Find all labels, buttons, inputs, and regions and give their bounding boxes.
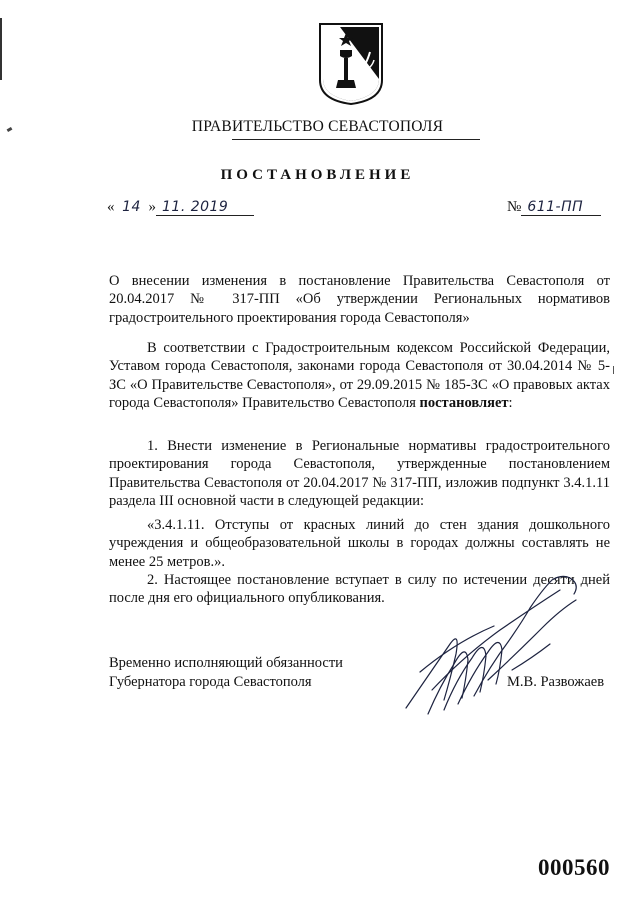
number-prefix: № — [507, 199, 522, 215]
number-value: 611-ПП — [521, 199, 601, 216]
registration-number: 000560 — [538, 855, 610, 880]
signatory-position — [109, 654, 343, 692]
item-1-quote: «3.4.1.11. Отступы от красных линий до стен здания дошкольного учреждения и общеобразовательной школы в городах должны составлять не менее 25 метров.». — [109, 517, 610, 570]
document-type: ПОСТАНОВЛЕНИЕ — [220, 167, 415, 183]
position-line-1: Временно исполняющий обязанности — [109, 655, 343, 671]
position-line-2: Губернатора города Севастополя — [109, 674, 312, 690]
scan-edge-mark — [613, 366, 614, 374]
date-day: 14 — [122, 199, 141, 215]
subject-paragraph: О внесении изменения в постановление Правительства Севастополя от 20.04.2017 № 317-ПП «Об утверждении Региональных нормативов градостроительного проектирования города Севастополя» — [109, 273, 610, 326]
item-2-paragraph: 2. Настоящее постановление вступает в силу по истечении десяти дней после дня его официального опубликования. — [109, 572, 610, 607]
resolves-word: постановляет — [419, 394, 509, 411]
basis-text: В соответствии с Градостроительным кодексом Российской Федерации, Уставом города Севастополя, законами города Севастополя от 30.04.2014 № 5-ЗС «О Правительстве Севастополя», от 29.09.2015 № 185-ЗС «О правовых актах города Севастополя» Правительство Севастополя — [109, 340, 610, 411]
scan-edge-mark — [0, 18, 2, 80]
document-date — [107, 199, 254, 216]
basis-paragraph — [109, 339, 610, 412]
handwritten-signature — [392, 572, 588, 720]
item-1-paragraph: 1. Внести изменение в Региональные нормативы градостроительного проектирования города Севастополя, утвержденные постановлением Правительства Севастополя от 20.04.2017 № 317-ПП, изложив подпункт 3.4.1.11 раздела III основной части в следующей редакции: — [109, 438, 610, 509]
date-month-year: 11. 2019 — [156, 199, 254, 216]
date-open-quote: « — [107, 199, 115, 215]
resolves-colon: : — [508, 394, 513, 411]
government-title: ПРАВИТЕЛЬСТВО СЕВАСТОПОЛЯ — [191, 118, 444, 135]
signatory-name: М.В. Развожаев — [507, 674, 605, 690]
sevastopol-coat-of-arms-icon — [318, 22, 384, 106]
title-underline — [232, 139, 480, 140]
document-number — [507, 199, 601, 216]
date-close-quote: » — [148, 199, 156, 215]
